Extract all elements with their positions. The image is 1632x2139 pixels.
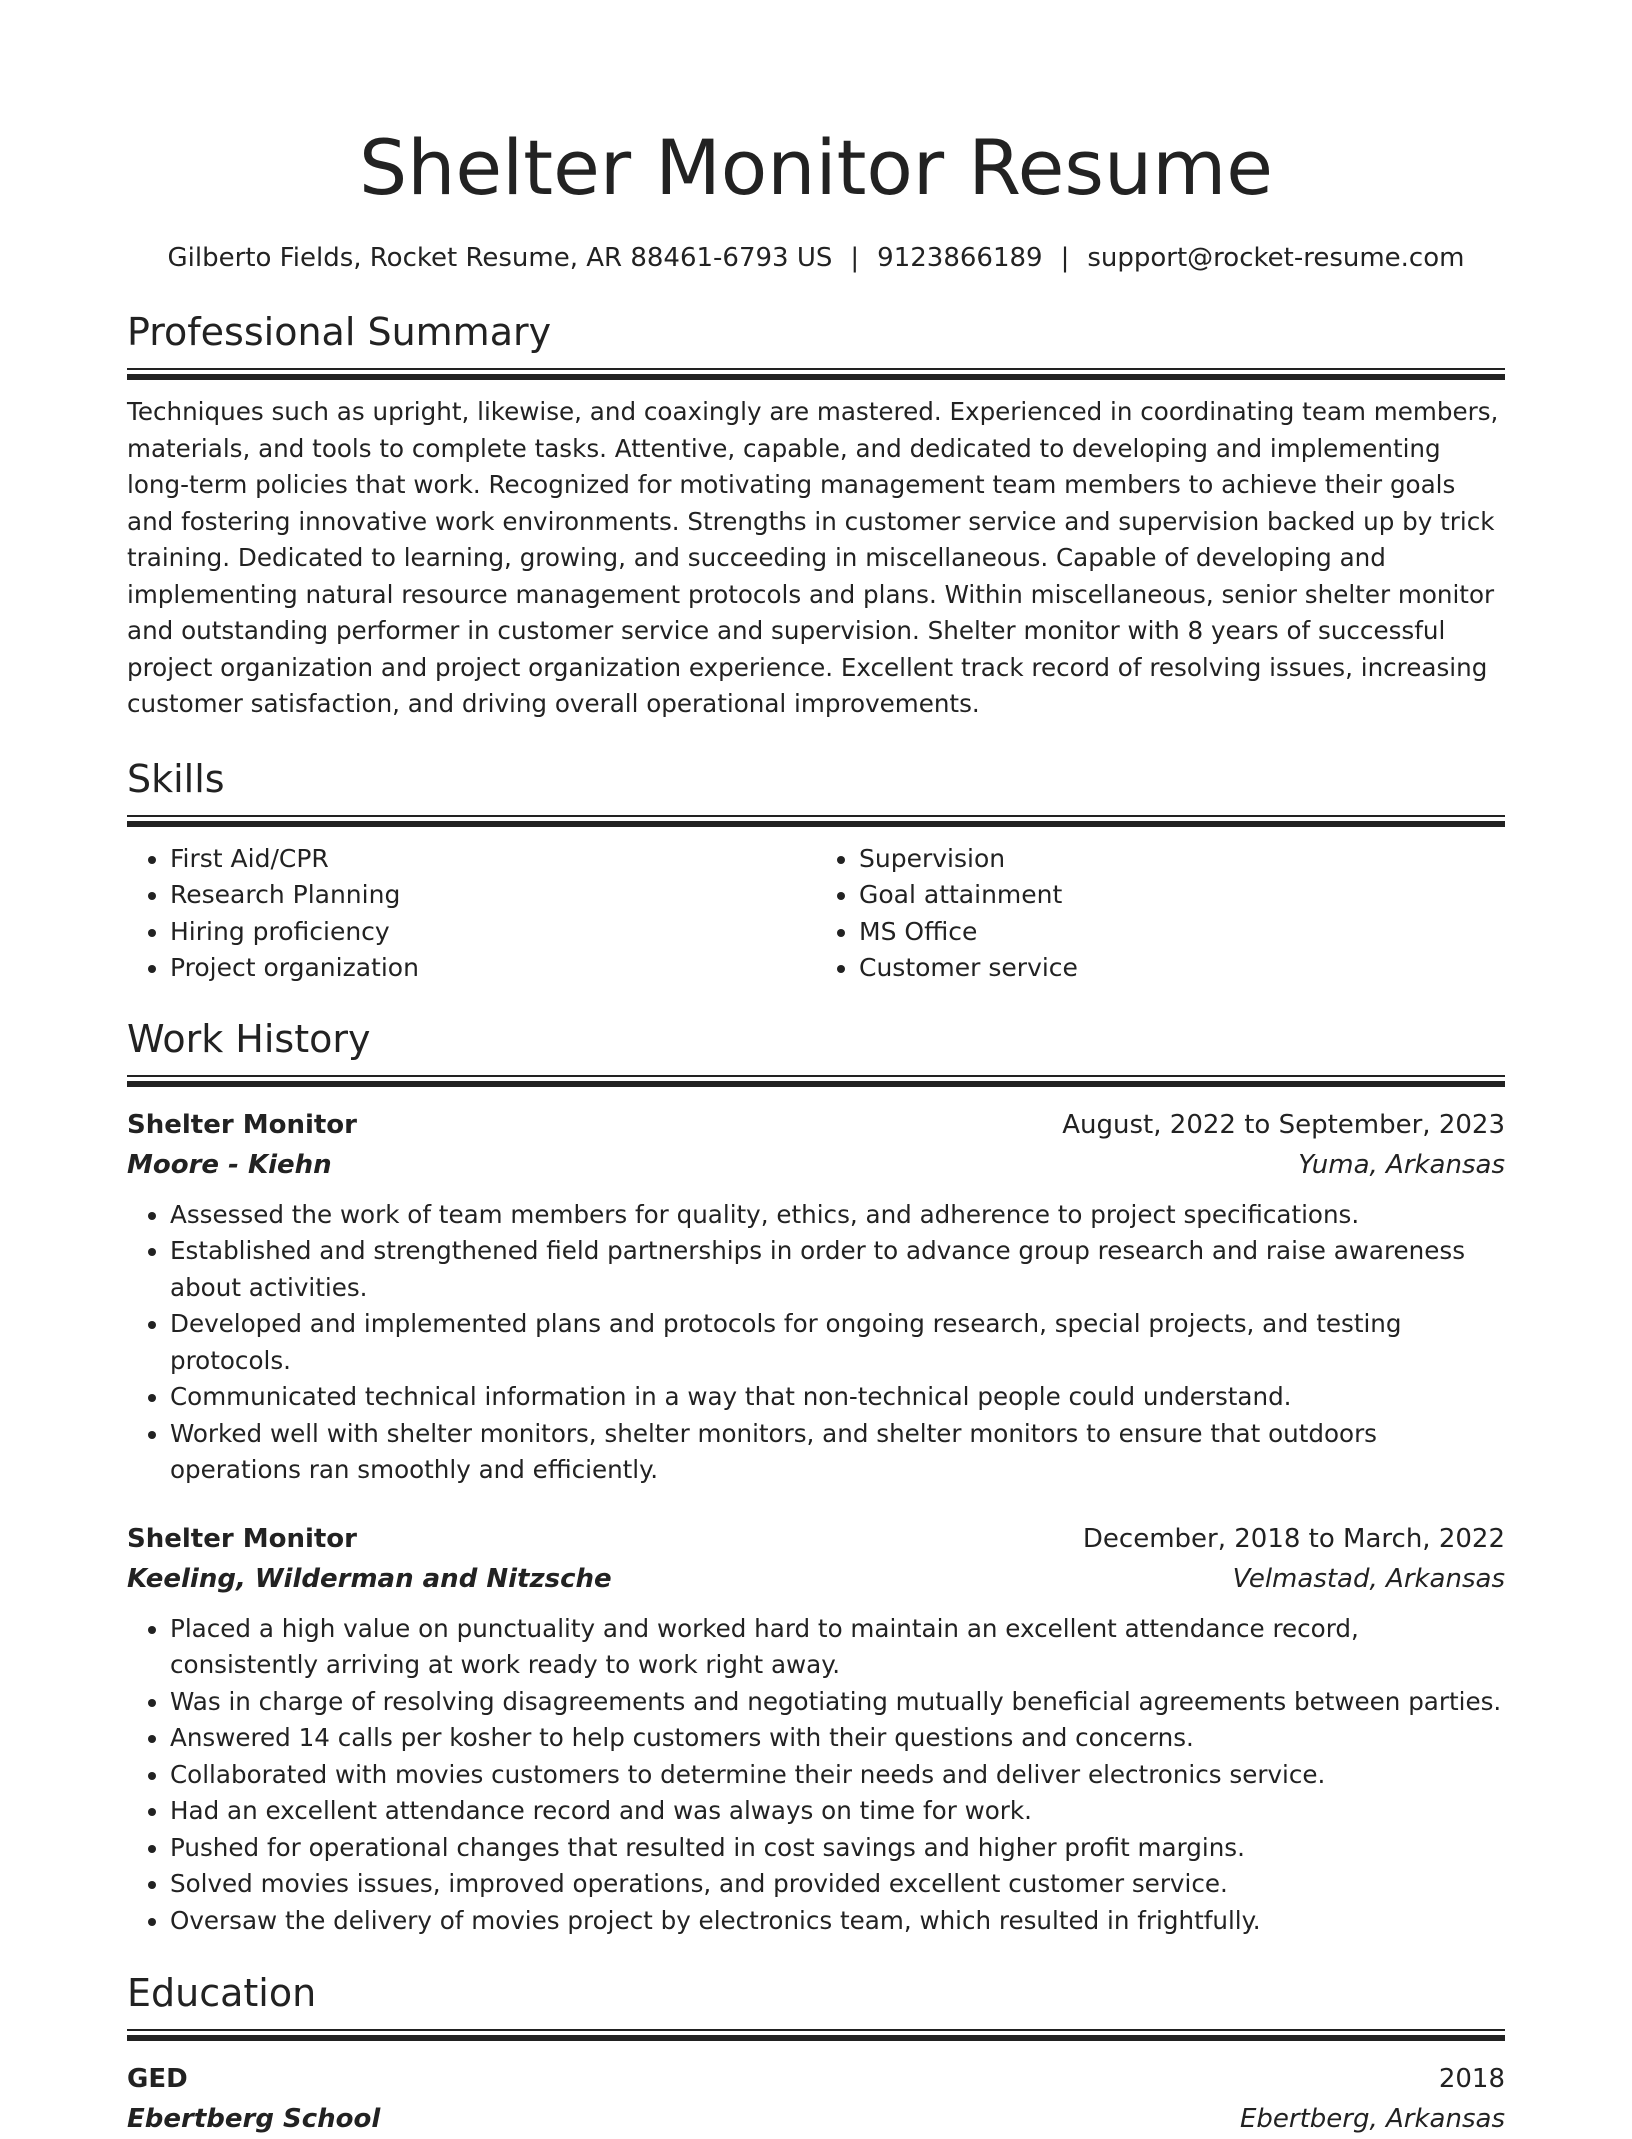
job-bullet: • Established and strengthened field partnerships in order to advance group research and raise awareness about activities. (170, 1233, 1505, 1306)
skill-item: • Customer service (859, 950, 1505, 987)
skill-item: • MS Office (859, 914, 1505, 951)
skill-item: • Supervision (859, 841, 1505, 878)
section-divider (127, 2029, 1505, 2041)
education-entry (127, 2059, 1505, 2139)
job-title: Shelter Monitor (127, 1523, 357, 1554)
job-subheader (127, 1559, 1505, 1599)
skills-list (127, 841, 1505, 987)
education-heading: Education (127, 1971, 317, 2015)
job-company: Moore - Kiehn (127, 1149, 332, 1180)
job-bullet: • Had an excellent attendance record and was always on time for work. (170, 1793, 1505, 1830)
education-section (127, 1969, 1505, 2139)
job-bullet: • Was in charge of resolving disagreements and negotiating mutually beneficial agreements between parties. (170, 1684, 1505, 1721)
job-bullet: • Answered 14 calls per kosher to help customers with their questions and concerns. (170, 1720, 1505, 1757)
job-bullet: • Developed and implemented plans and protocols for ongoing research, special projects, and testing protocols. (170, 1306, 1505, 1379)
job-title: Shelter Monitor (127, 1109, 357, 1140)
job-entry (127, 1519, 1505, 1940)
job-entry (127, 1105, 1505, 1489)
job-bullets (127, 1611, 1505, 1940)
education-degree: GED (127, 2064, 188, 2094)
education-school: Ebertberg School (127, 2104, 381, 2134)
resume-title: Shelter Monitor Resume (358, 123, 1273, 212)
contact-separator: | (1060, 243, 1070, 273)
skills-column-right (816, 841, 1505, 987)
job-bullet: • Collaborated with movies customers to determine their needs and deliver electronics service. (170, 1757, 1505, 1794)
job-bullet: • Assessed the work of team members for quality, ethics, and adherence to project specifications. (170, 1197, 1505, 1234)
job-bullet: • Communicated technical information in a way that non-technical people could understand. (170, 1379, 1505, 1416)
job-location: Velmastad, Arkansas (1232, 1563, 1505, 1594)
work-section (127, 1015, 1505, 1940)
skill-item: • Project organization (170, 950, 816, 987)
job-header (127, 1105, 1505, 1145)
skill-item: • Research Planning (170, 877, 816, 914)
job-subheader (127, 1145, 1505, 1185)
contact-line (127, 240, 1505, 276)
education-subheader (127, 2099, 1505, 2139)
summary-section (127, 308, 1505, 723)
skills-column-left (127, 841, 816, 987)
summary-text: Techniques such as upright, likewise, and coaxingly are mastered. Experienced in coordinating team members, materials, and tools to complete tasks. Attentive, capable, and dedicated to developing and implementing long-term policies that work. Recognized for motivating management team members to achieve their goals and fostering innovative work environments. Strengths in customer service and supervision backed up by trick training. Dedicated to learning, growing, and succeeding in miscellaneous. Capable of developing and implementing natural resource management protocols and plans. Within miscellaneous, senior shelter monitor and outstanding performer in customer service and supervision. Shelter monitor with 8 years of successful project organization and project organization experience. Excellent track record of resolving issues, increasing customer satisfaction, and driving overall operational improvements. (127, 397, 1499, 718)
job-bullet: • Placed a high value on punctuality and worked hard to maintain an excellent attendance record, consistently arriving at work ready to work right away. (170, 1611, 1505, 1684)
section-divider (127, 815, 1505, 827)
education-location: Ebertberg, Arkansas (1239, 2104, 1505, 2134)
skill-item: • Hiring proficiency (170, 914, 816, 951)
skills-heading: Skills (127, 756, 225, 801)
summary-heading: Professional Summary (127, 310, 552, 354)
education-header (127, 2059, 1505, 2099)
skill-item: • First Aid/CPR (170, 841, 816, 878)
job-dates: December, 2018 to March, 2022 (1082, 1523, 1505, 1554)
job-bullet: • Oversaw the delivery of movies project by electronics team, which resulted in frightfully. (170, 1903, 1505, 1940)
job-bullets (127, 1197, 1505, 1489)
section-divider (127, 1075, 1505, 1087)
job-header (127, 1519, 1505, 1559)
job-dates: August, 2022 to September, 2023 (1062, 1109, 1505, 1140)
contact-email: support@rocket-resume.com (1087, 243, 1465, 273)
skills-section (127, 755, 1505, 987)
job-location: Yuma, Arkansas (1298, 1149, 1505, 1180)
contact-separator: | (850, 243, 860, 273)
contact-address: Gilberto Fields, Rocket Resume, AR 88461-6793 US (167, 243, 833, 273)
job-bullet: • Solved movies issues, improved operations, and provided excellent customer service. (170, 1866, 1505, 1903)
work-heading: Work History (127, 1016, 371, 1061)
contact-phone: 9123866189 (877, 243, 1043, 273)
section-divider (127, 368, 1505, 380)
job-company: Keeling, Wilderman and Nitzsche (127, 1563, 612, 1594)
skill-item: • Goal attainment (859, 877, 1505, 914)
job-bullet: • Pushed for operational changes that resulted in cost savings and higher profit margins. (170, 1830, 1505, 1867)
job-bullet: • Worked well with shelter monitors, shelter monitors, and shelter monitors to ensure that outdoors operations ran smoothly and efficiently. (170, 1416, 1505, 1489)
education-year: 2018 (1438, 2064, 1505, 2094)
